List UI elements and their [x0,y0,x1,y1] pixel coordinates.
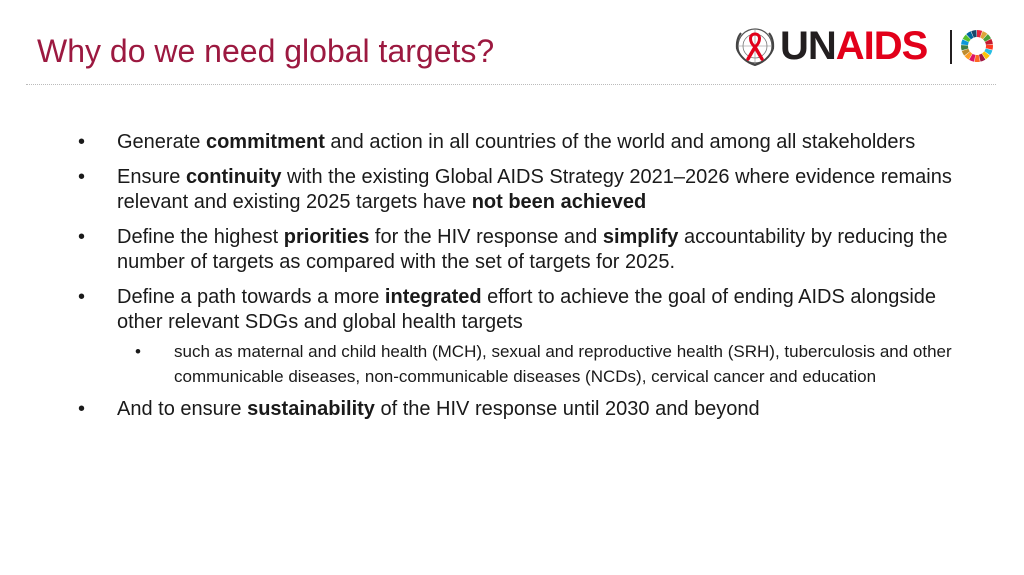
slide-title: Why do we need global targets? [37,33,495,69]
sdg-wheel-icon [960,29,994,63]
bullet-text: And to ensure [117,398,248,420]
unaids-wordmark [780,24,927,68]
wordmark-un: UN [780,24,836,68]
sub-bullet-item [78,339,958,389]
bullet-text: and action in all countries of the world and among all stakeholders [324,131,916,153]
title-divider [26,84,996,85]
bullet-text: accountability by reducing the number of targets as compared with the set of targets for 2025. [117,226,948,273]
bullet-text: Define the highest [117,226,284,248]
sdg-segment [975,55,980,62]
bullet-text: with the existing Global AIDS Strategy 2021–2026 where evidence remains relevant and existing 2025 targets have [117,166,952,213]
bullet-text: such as maternal and child health (MCH), sexual and reproductive health (SRH), tuberculosis and other communicable diseases, non-communicable diseases (NCDs), cervical cancer and education [174,342,952,386]
bullet-marker: • [78,286,86,308]
bullet-marker: • [78,131,86,153]
bullet-list [78,130,958,432]
bullet-item [78,285,958,335]
bullet-emphasis: priorities [283,226,370,248]
bullet-item [78,165,958,215]
bullet-text: Ensure [117,166,186,188]
bullet-text: Generate [117,131,206,153]
wordmark-aids: AIDS [835,24,928,68]
unaids-logo [734,24,996,68]
bullet-emphasis: simplify [602,226,679,248]
bullet-text: Define a path towards a more [117,286,385,308]
bullet-item [78,397,958,422]
bullet-marker: • [78,398,86,420]
un-emblem-icon [734,25,776,67]
bullet-marker: • [78,166,86,188]
bullet-marker: • [78,226,86,248]
bullet-emphasis: commitment [205,131,325,153]
bullet-text: of the HIV response until 2030 and beyond [374,398,760,420]
bullet-item [78,130,958,155]
bullet-emphasis: not been achieved [471,191,647,213]
bullet-marker: • [135,342,141,361]
bullet-item [78,225,958,275]
bullet-text: effort to achieve the goal of ending AIDS alongside other relevant SDGs and global health targets [117,286,937,333]
bullet-emphasis: integrated [384,286,482,308]
bullet-emphasis: sustainability [247,398,375,420]
bullet-text: for the HIV response and [369,226,603,248]
bullet-emphasis: continuity [185,166,282,188]
logo-separator [950,30,952,64]
